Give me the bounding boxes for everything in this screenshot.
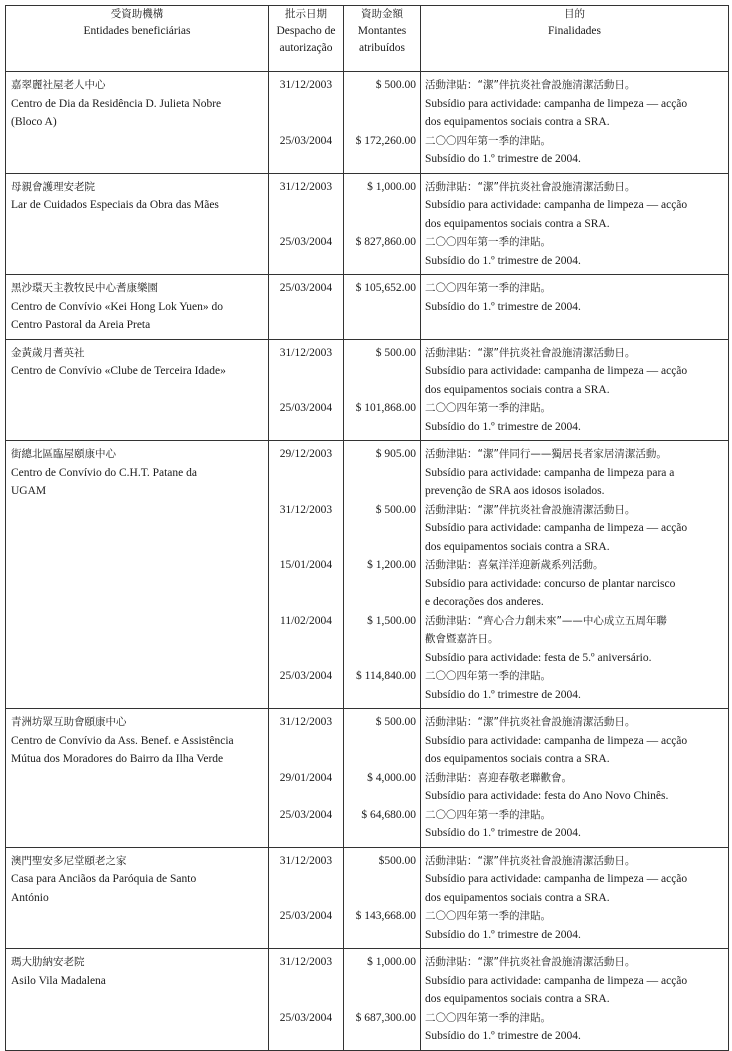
table-row: [6, 173, 729, 275]
header-purpose: [421, 6, 729, 72]
grant-purpose-line: 活動津貼：“潔”伴同行——獨居長者家居清潔活動。: [425, 448, 667, 460]
header-entity-zh: 受資助機構: [110, 8, 164, 20]
grant-amount: $ 905.00: [375, 448, 416, 460]
entity-name-line: (Bloco A): [11, 116, 57, 128]
spacer-line: [344, 870, 420, 889]
grant-purpose-line: 二〇〇四年第一季的津貼。: [425, 808, 551, 821]
grant-date: 31/12/2003: [279, 346, 333, 359]
spacer-line: [269, 150, 343, 169]
header-amount-pt2: atribuídos: [359, 42, 405, 54]
spacer-line: [269, 482, 343, 501]
grant-date: 11/02/2004: [280, 614, 332, 627]
grant-amount: $ 687,300.00: [355, 1011, 416, 1024]
header-date-pt2: autorização: [279, 42, 333, 54]
table-body: [6, 72, 729, 1051]
spacer-line: [269, 870, 343, 889]
spacer-line: [269, 215, 343, 234]
table-row: [6, 709, 729, 848]
grant-date: 25/03/2004: [279, 402, 333, 414]
spacer-line: [269, 196, 343, 215]
grant-purpose-line: Subsídio para actividade: campanha de limpeza — acção: [425, 365, 688, 377]
grant-amount: $ 827,860.00: [355, 236, 416, 248]
grant-purpose-line: 二〇〇四年第一季的津貼。: [425, 910, 551, 922]
grant-amount: $ 500.00: [375, 503, 416, 516]
purpose-cell: [421, 709, 729, 848]
grant-purpose-line: 活動津貼：喜迎春敬老聯歡會。: [425, 771, 572, 784]
spacer-line: [344, 150, 420, 169]
header-date-pt1: Despacho de: [276, 25, 336, 37]
entity-cell: [6, 709, 269, 848]
spacer-line: [344, 95, 420, 114]
purpose-cell: [421, 441, 729, 709]
entity-name-line: 黑沙環天主教牧民中心耆康樂園: [11, 282, 158, 294]
spacer-line: [269, 381, 343, 400]
entity-cell: [6, 949, 269, 1051]
amount-cell: [344, 949, 421, 1051]
grant-purpose-line: dos equipamentos sociais contra a SRA.: [425, 383, 610, 396]
entity-name-line: Centro de Convívio da Ass. Benef. e Assistência: [11, 734, 234, 747]
date-cell: [269, 709, 344, 848]
grant-date: 25/03/2004: [279, 282, 333, 294]
amount-cell: [344, 441, 421, 709]
grant-purpose-line: 二〇〇四年第一季的津貼。: [425, 1011, 551, 1024]
date-cell: [269, 72, 344, 174]
spacer-line: [344, 593, 420, 612]
grant-amount: $ 1,200.00: [367, 559, 416, 571]
spacer-line: [344, 889, 420, 908]
grant-purpose-line: Subsídio do 1.º trimestre de 2004.: [425, 420, 581, 433]
grant-amount: $ 172,260.00: [355, 134, 416, 147]
grant-amount: $ 4,000.00: [367, 771, 416, 784]
grant-purpose-line: 活動津貼：“潔”伴抗炎社會設施清潔活動日。: [425, 503, 636, 516]
amount-cell: [344, 275, 421, 340]
spacer-line: [344, 630, 420, 649]
entity-name-line: Mútua dos Moradores do Bairro da Ilha Verde: [11, 753, 224, 765]
entity-name-line: 青洲坊眾互助會頤康中心: [11, 716, 127, 728]
grant-purpose-line: Subsídio para actividade: campanha de limpeza — acção: [425, 734, 688, 747]
spacer-line: [344, 381, 420, 400]
grant-purpose-line: Subsídio do 1.º trimestre de 2004.: [425, 1030, 581, 1042]
grant-date: 25/03/2004: [279, 670, 333, 682]
grant-date: 31/12/2003: [279, 854, 333, 867]
grant-purpose-line: prevenção de SRA aos idosos isolados.: [425, 485, 605, 497]
spacer-line: [269, 113, 343, 132]
spacer-line: [344, 750, 420, 769]
entity-cell: [6, 339, 269, 441]
grant-purpose-line: dos equipamentos sociais contra a SRA.: [425, 891, 610, 904]
grant-amount: $500.00: [378, 854, 416, 867]
grant-purpose-line: Subsídio do 1.º trimestre de 2004.: [425, 300, 581, 313]
entity-cell: [6, 72, 269, 174]
grant-date: 31/12/2003: [279, 956, 333, 968]
amount-cell: [344, 847, 421, 949]
entity-name-line: Casa para Anciãos da Paróquia de Santo: [11, 873, 197, 885]
spacer-line: [269, 630, 343, 649]
grant-purpose-line: 二〇〇四年第一季的津貼。: [425, 402, 551, 414]
grant-date: 25/03/2004: [279, 1011, 333, 1024]
spacer-line: [344, 732, 420, 751]
grant-amount: $ 500.00: [375, 79, 416, 91]
grant-purpose-line: 二〇〇四年第一季的津貼。: [425, 282, 551, 294]
grants-table: [5, 5, 729, 1051]
spacer-line: [344, 575, 420, 594]
purpose-cell: [421, 949, 729, 1051]
date-cell: [269, 441, 344, 709]
grant-purpose-line: 活動津貼：“潔”伴抗炎社會設施清潔活動日。: [425, 716, 636, 728]
grant-date: 31/12/2003: [279, 180, 333, 193]
spacer-line: [269, 95, 343, 114]
grant-purpose-line: dos equipamentos sociais contra a SRA.: [425, 753, 610, 765]
date-cell: [269, 339, 344, 441]
spacer-line: [344, 215, 420, 234]
header-amount-pt1: Montantes: [357, 25, 407, 37]
header-entity: [6, 6, 269, 72]
spacer-line: [344, 418, 420, 437]
date-cell: [269, 173, 344, 275]
entity-name-line: 嘉翠麗社屋老人中心: [11, 79, 106, 91]
spacer-line: [269, 418, 343, 437]
table-row: [6, 339, 729, 441]
entity-cell: [6, 441, 269, 709]
grant-purpose-line: dos equipamentos sociais contra a SRA.: [425, 540, 610, 553]
entity-cell: [6, 847, 269, 949]
entity-name-line: 街總北區臨屋頤康中心: [11, 448, 116, 460]
grant-purpose-line: Subsídio para actividade: festa do Ano Novo Chinês.: [425, 790, 669, 802]
grant-amount: $ 114,840.00: [356, 670, 416, 682]
header-entity-pt: Entidades beneficiárias: [83, 25, 191, 37]
grant-purpose-line: 歡會暨嘉許日。: [425, 633, 499, 645]
grant-purpose-line: dos equipamentos sociais contra a SRA.: [425, 116, 610, 128]
spacer-line: [344, 464, 420, 483]
grant-purpose-line: 二〇〇四年第一季的津貼。: [425, 134, 551, 147]
spacer-line: [344, 538, 420, 557]
grant-purpose-line: Subsídio do 1.º trimestre de 2004.: [425, 254, 581, 267]
grant-amount: $ 64,680.00: [361, 808, 416, 821]
grant-purpose-line: e decorações dos anderes.: [425, 596, 544, 608]
grant-purpose-line: Subsídio para actividade: campanha de limpeza — acção: [425, 97, 688, 110]
grant-purpose-line: Subsídio para actividade: campanha de limpeza para a: [425, 466, 675, 479]
grant-date: 25/03/2004: [279, 236, 333, 248]
spacer-line: [269, 362, 343, 381]
purpose-cell: [421, 173, 729, 275]
header-amount: [344, 6, 421, 72]
spacer-line: [344, 686, 420, 705]
grant-amount: $ 1,500.00: [367, 614, 416, 627]
grant-amount: $ 1,000.00: [367, 956, 416, 968]
spacer-line: [344, 824, 420, 843]
header-purpose-zh: 目的: [564, 8, 585, 20]
spacer-line: [344, 972, 420, 991]
spacer-line: [344, 649, 420, 668]
grant-purpose-line: dos equipamentos sociais contra a SRA.: [425, 217, 610, 230]
grant-purpose-line: Subsídio do 1.º trimestre de 2004.: [425, 688, 581, 701]
entity-name-line: UGAM: [11, 485, 47, 497]
grant-purpose-line: 活動津貼：喜氣洋洋迎新歲系列活動。: [425, 559, 604, 571]
spacer-line: [269, 787, 343, 806]
header-row: [6, 6, 729, 72]
entity-name-line: Centro de Convívio «Clube de Terceira Idade»: [11, 365, 226, 377]
spacer-line: [344, 1027, 420, 1046]
spacer-line: [344, 990, 420, 1009]
spacer-line: [269, 990, 343, 1009]
grant-purpose-line: 活動津貼：“潔”伴抗炎社會設施清潔活動日。: [425, 79, 636, 91]
grant-purpose-line: Subsídio para actividade: campanha de limpeza — acção: [425, 199, 688, 211]
table-row: [6, 949, 729, 1051]
entity-name-line: 母親會護理安老院: [11, 180, 95, 193]
entity-name-line: 金黃歲月耆英社: [11, 346, 85, 359]
grant-date: 31/12/2003: [279, 503, 333, 516]
entity-name-line: Centro de Dia da Residência D. Julieta Nobre: [11, 97, 222, 110]
entity-name-line: Asilo Vila Madalena: [11, 974, 106, 987]
grant-purpose-line: Subsídio do 1.º trimestre de 2004.: [425, 928, 581, 941]
table-row: [6, 441, 729, 709]
spacer-line: [269, 732, 343, 751]
grant-purpose-line: Subsídio para actividade: campanha de limpeza — acção: [425, 873, 688, 885]
spacer-line: [344, 196, 420, 215]
amount-cell: [344, 339, 421, 441]
grant-purpose-line: Subsídio do 1.º trimestre de 2004.: [425, 153, 581, 165]
spacer-line: [344, 519, 420, 538]
entity-name-line: 澳門聖安多尼堂頤老之家: [11, 854, 127, 867]
table-row: [6, 275, 729, 340]
grant-date: 15/01/2004: [279, 559, 333, 571]
spacer-line: [269, 298, 343, 317]
spacer-line: [269, 972, 343, 991]
spacer-line: [344, 482, 420, 501]
entity-cell: [6, 275, 269, 340]
grant-date: 25/03/2004: [279, 910, 333, 922]
spacer-line: [269, 575, 343, 594]
entity-cell: [6, 173, 269, 275]
spacer-line: [344, 362, 420, 381]
amount-cell: [344, 173, 421, 275]
grant-amount: $ 101,868.00: [355, 402, 416, 414]
grant-purpose-line: dos equipamentos sociais contra a SRA.: [425, 993, 610, 1005]
entity-name-line: 瑪大肋納安老院: [11, 956, 85, 968]
spacer-line: [269, 824, 343, 843]
spacer-line: [269, 252, 343, 271]
grant-purpose-line: 活動津貼：“潔”伴抗炎社會設施清潔活動日。: [425, 180, 636, 193]
grant-date: 25/03/2004: [279, 134, 333, 147]
grant-purpose-line: 二〇〇四年第一季的津貼。: [425, 670, 551, 682]
header-purpose-pt: Finalidades: [547, 25, 602, 37]
spacer-line: [269, 926, 343, 945]
spacer-line: [344, 252, 420, 271]
spacer-line: [269, 889, 343, 908]
grant-purpose-line: Subsídio para actividade: festa de 5.º aniversário.: [425, 651, 652, 664]
grant-amount: $ 500.00: [375, 716, 416, 728]
grant-date: 29/12/2003: [279, 448, 333, 460]
grant-date: 31/12/2003: [279, 79, 333, 91]
grant-purpose-line: 活動津貼：“齊心合力創未來”——中心成立五周年聯: [425, 614, 667, 627]
spacer-line: [269, 593, 343, 612]
grant-amount: $ 143,668.00: [355, 910, 416, 922]
spacer-line: [269, 750, 343, 769]
grant-purpose-line: Subsídio para actividade: concurso de plantar narcisco: [425, 577, 676, 590]
entity-name-line: Lar de Cuidados Especiais da Obra das Mães: [11, 199, 219, 211]
spacer-line: [269, 1027, 343, 1046]
entity-name-line: Centro de Convívio do C.H.T. Patane da: [11, 466, 197, 479]
spacer-line: [344, 113, 420, 132]
date-cell: [269, 949, 344, 1051]
spacer-line: [269, 538, 343, 557]
purpose-cell: [421, 339, 729, 441]
spacer-line: [344, 926, 420, 945]
date-cell: [269, 275, 344, 340]
entity-name-line: Centro de Convívio «Kei Hong Lok Yuen» do: [11, 300, 223, 313]
grant-date: 29/01/2004: [279, 771, 333, 784]
header-date-zh: 批示日期: [285, 8, 327, 20]
entity-name-line: Centro Pastoral da Areia Preta: [11, 319, 151, 331]
spacer-line: [344, 787, 420, 806]
header-date: [269, 6, 344, 72]
spacer-line: [269, 519, 343, 538]
grant-purpose-line: 活動津貼：“潔”伴抗炎社會設施清潔活動日。: [425, 956, 636, 968]
spacer-line: [269, 649, 343, 668]
grant-purpose-line: Subsídio para actividade: campanha de limpeza — acção: [425, 974, 688, 987]
spacer-line: [269, 686, 343, 705]
table-row: [6, 72, 729, 174]
grant-date: 31/12/2003: [279, 716, 333, 728]
header-amount-zh: 資助金額: [361, 8, 403, 20]
amount-cell: [344, 72, 421, 174]
grant-purpose-line: Subsídio do 1.º trimestre de 2004.: [425, 827, 581, 839]
spacer-line: [344, 298, 420, 317]
grant-purpose-line: 活動津貼：“潔”伴抗炎社會設施清潔活動日。: [425, 854, 636, 867]
purpose-cell: [421, 275, 729, 340]
spacer-line: [269, 464, 343, 483]
amount-cell: [344, 709, 421, 848]
grant-amount: $ 1,000.00: [367, 180, 416, 193]
grant-amount: $ 500.00: [375, 346, 416, 359]
grant-purpose-line: Subsídio para actividade: campanha de limpeza — acção: [425, 522, 688, 534]
grant-amount: $ 105,652.00: [355, 282, 416, 294]
grant-purpose-line: 活動津貼：“潔”伴抗炎社會設施清潔活動日。: [425, 346, 636, 359]
entity-name-line: António: [11, 891, 49, 904]
date-cell: [269, 847, 344, 949]
purpose-cell: [421, 847, 729, 949]
purpose-cell: [421, 72, 729, 174]
grant-purpose-line: 二〇〇四年第一季的津貼。: [425, 236, 551, 248]
grant-date: 25/03/2004: [279, 808, 333, 821]
table-row: [6, 847, 729, 949]
